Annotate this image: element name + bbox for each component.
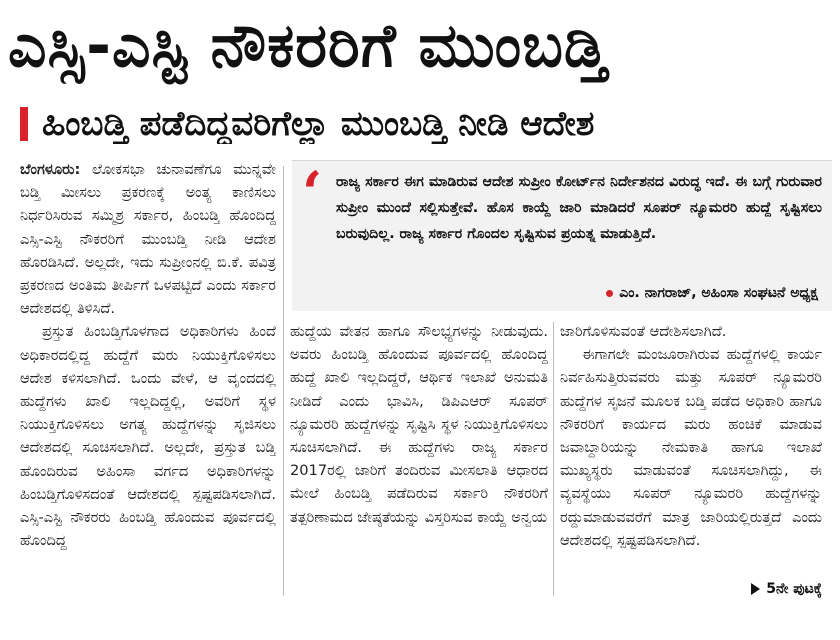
subhead-accent-bar <box>20 107 28 141</box>
paragraph-3: ಹುದ್ದೆಯ ವೇತನ ಹಾಗೂ ಸೌಲಭ್ಯಗಳನ್ನು ನೀಡುವುದು. ಅವರು ಹಿಂಬಡ್ತಿ ಹೊಂದುವ ಪೂರ್ವದಲ್ಲಿ ಹೊಂದಿದ್ದ ಹುದ್ದೆ ಖಾಲಿ ಇಲ್ಲದಿದ್ದರೆ, ಆರ್ಥಿಕ ಇಲಾಖೆ ಅನುಮತಿ ನೀಡಿದೆ ಎಂದು ಭಾವಿಸಿ, ಡಿಪಿಎಆರ್ ಸೂಪರ್ ನ್ಯೂಮರರಿ ಹುದ್ದೆಗಳನ್ನು ಸೃಷ್ಟಿಸಿ ಸ್ಥಳ ನಿಯುಕ್ತಿಗೊಳಿಸಲು ಸೂಚಿಸಲಾಗಿದೆ. ಈ ಹುದ್ದೆಗಳು ರಾಜ್ಯ ಸರ್ಕಾರ 2017ರಲ್ಲಿ ಜಾರಿಗೆ ತಂದಿರುವ ಮೀಸಲಾತಿ ಆಧಾರದ ಮೇಲೆ ಹಿಂಬಡ್ತಿ ಪಡೆದಿರುವ ಸರ್ಕಾರಿ ನೌಕರರಿಗೆ ತತ್ಪರಿಣಾಮದ ಜೇಷ್ಠತೆಯನ್ನು ವಿಸ್ತರಿಸುವ ಕಾಯ್ದೆ ಅನ್ವಯ <box>290 323 548 526</box>
continuation-text: 5ನೇ ಪುಟಕ್ಕೆ <box>766 581 822 597</box>
headline: ಎಸ್ಸಿ-ಎಸ್ಟಿ ನೌಕರರಿಗೆ ಮುಂಬಡ್ತಿ <box>8 11 608 81</box>
article-column-3 <box>560 320 822 582</box>
column-divider <box>283 166 284 596</box>
dateline: ಬೆಂಗಳೂರು: <box>20 161 81 178</box>
subheadline <box>20 96 832 152</box>
article-column-1 <box>20 158 276 598</box>
quote-attribution <box>606 281 818 305</box>
arrow-right-icon <box>751 583 760 595</box>
paragraph-1-text: ಲೋಕಸಭಾ ಚುನಾವಣೆಗೂ ಮುನ್ನವೇ ಬಡ್ತಿ ಮೀಸಲು ಪ್ರಕರಣಕ್ಕೆ ಅಂತ್ಯ ಕಾಣಿಸಲು ನಿರ್ಧರಿಸಿರುವ ಸಮ್ಮಿಶ್ರ ಸರ್ಕಾರ, ಹಿಂಬಡ್ತಿ ಹೊಂದಿದ್ದ ಎಸ್ಸಿ-ಎಸ್ಟಿ ನೌಕರರಿಗೆ ಮುಂಬಡ್ತಿ ನೀಡಿ ಆದೇಶ ಹೊರಡಿಸಿದೆ. ಅಲ್ಲದೇ, ಇದು ಸುಪ್ರೀಂನಲ್ಲಿ ಬಿ.ಕೆ. ಪವಿತ್ರ ಪ್ರಕರಣದ ಅಂತಿಮ ತೀರ್ಪಿಗೆ ಒಳಪಟ್ಟಿದೆ ಎಂದು ಸರ್ಕಾರ ಆದೇಶದಲ್ಲಿ ತಿಳಿಸಿದೆ. <box>20 161 276 318</box>
paragraph-5: ಈಗಾಗಲೇ ಮಂಜೂರಾಗಿರುವ ಹುದ್ದೆಗಳಲ್ಲಿ ಕಾರ್ಯ ನಿರ್ವಹಿಸುತ್ತಿರುವವರು ಮತ್ತು ಸೂಪರ್ ನ್ಯೂಮರರಿ ಹುದ್ದೆಗಳ ಸೃಜನೆ ಮೂಲಕ ಬಡ್ತಿ ಪಡೆದ ಅಧಿಕಾರಿ ಹಾಗೂ ನೌಕರರಿಗೆ ಕಾರ್ಯದ ಮರು ಹಂಚಿಕೆ ಮಾಡುವ ಜವಾಬ್ದಾರಿಯನ್ನು ನೇಮಕಾತಿ ಹಾಗೂ ಇಲಾಖೆ ಮುಖ್ಯಸ್ಥರು ಮಾಡುವಂತೆ ಸೂಚಿಸಲಾಗಿದ್ದು, ಈ ವ್ಯವಸ್ಥೆಯು ಸೂಪರ್ ನ್ಯೂಮರರಿ ಹುದ್ದೆಗಳನ್ನು ರದ್ದುಮಾಡುವವರೆಗೆ ಮಾತ್ರ ಜಾರಿಯಲ್ಲಿರುತ್ತದೆ ಎಂದು ಆದೇಶದಲ್ಲಿ ಸ್ಪಷ್ಟಪಡಿಸಲಾಗಿದೆ. <box>560 346 822 549</box>
subhead-text: ಹಿಂಬಡ್ತಿ ಪಡೆದಿದ್ದವರಿಗೆಲ್ಲಾ ಮುಂಬಡ್ತಿ ನೀಡಿ ಆದೇಶ <box>42 104 595 144</box>
pull-quote-box <box>292 160 832 311</box>
bullet-icon <box>606 290 613 297</box>
quote-mark-icon: ‘ <box>302 159 323 227</box>
article-column-2 <box>290 320 548 598</box>
paragraph-1 <box>20 158 276 320</box>
paragraph-4: ಜಾರಿಗೊಳಿಸುವಂತೆ ಆದೇಶಿಸಲಾಗಿದೆ. <box>560 323 727 340</box>
continuation-link <box>751 578 822 600</box>
pull-quote-text: ರಾಜ್ಯ ಸರ್ಕಾರ ಈಗ ಮಾಡಿರುವ ಆದೇಶ ಸುಪ್ರೀಂ ಕೋರ್ಟ್‌ನ ನಿರ್ದೇಶನದ ವಿರುದ್ಧ ಇದೆ. ಈ ಬಗ್ಗೆ ಗುರುವಾರ ಸುಪ್ರೀಂ ಮುಂದೆ ಸಲ್ಲಿಸುತ್ತೇವೆ. ಹೊಸ ಕಾಯ್ದೆ ಜಾರಿ ಮಾಡಿದರೆ ಸೂಪರ್ ನ್ಯೂಮರರಿ ಹುದ್ದೆ ಸೃಷ್ಟಿಸಲು ಬರುವುದಿಲ್ಲ. ರಾಜ್ಯ ಸರ್ಕಾರ ಗೊಂದಲ ಸೃಷ್ಟಿಸುವ ಪ್ರಯತ್ನ ಮಾಡುತ್ತಿದೆ. <box>336 174 822 242</box>
quote-attribution-text: ಎಂ. ನಾಗರಾಜ್, ಅಹಿಂಸಾ ಸಂಘಟನೆ ಅಧ್ಯಕ್ಷ <box>619 285 818 301</box>
column-divider <box>553 322 554 596</box>
paragraph-2: ಪ್ರಸ್ತುತ ಹಿಂಬಡ್ತಿಗೊಳಗಾದ ಅಧಿಕಾರಿಗಳು ಹಿಂದೆ ಅಧಿಕಾರದಲ್ಲಿದ್ದ ಹುದ್ದೆಗೆ ಮರು ನಿಯುಕ್ತಿಗೊಳಿಸಲು ಆದೇಶ ಕಳಿಸಲಾಗಿದೆ. ಒಂದು ವೇಳೆ, ಆ ವೃಂದದಲ್ಲಿ ಹುದ್ದೆಗಳು ಖಾಲಿ ಇಲ್ಲದಿದ್ದಲ್ಲಿ, ಅವರಿಗೆ ಸ್ಥಳ ನಿಯುಕ್ತಿಗೊಳಿಸಲು ಅಗತ್ಯ ಹುದ್ದೆಗಳನ್ನು ಸೃಜಿಸಲು ಆದೇಶದಲ್ಲಿ ಸೂಚಿಸಲಾಗಿದೆ. ಅಲ್ಲದೇ, ಪ್ರಸ್ತುತ ಬಡ್ತಿ ಹೊಂದಿರುವ ಅಹಿಂಸಾ ವರ್ಗದ ಅಧಿಕಾರಿಗಳನ್ನು ಹಿಂಬಡ್ತಿಗೊಳಿಸದಂತೆ ಆದೇಶದಲ್ಲಿ ಸ್ಪಷ್ಟಪಡಿಸಲಾಗಿದೆ. ಎಸ್ಸಿ-ಎಸ್ಟಿ ನೌಕರರು ಹಿಂಬಡ್ತಿ ಹೊಂದುವ ಪೂರ್ವದಲ್ಲಿ ಹೊಂದಿದ್ದ <box>20 323 276 550</box>
